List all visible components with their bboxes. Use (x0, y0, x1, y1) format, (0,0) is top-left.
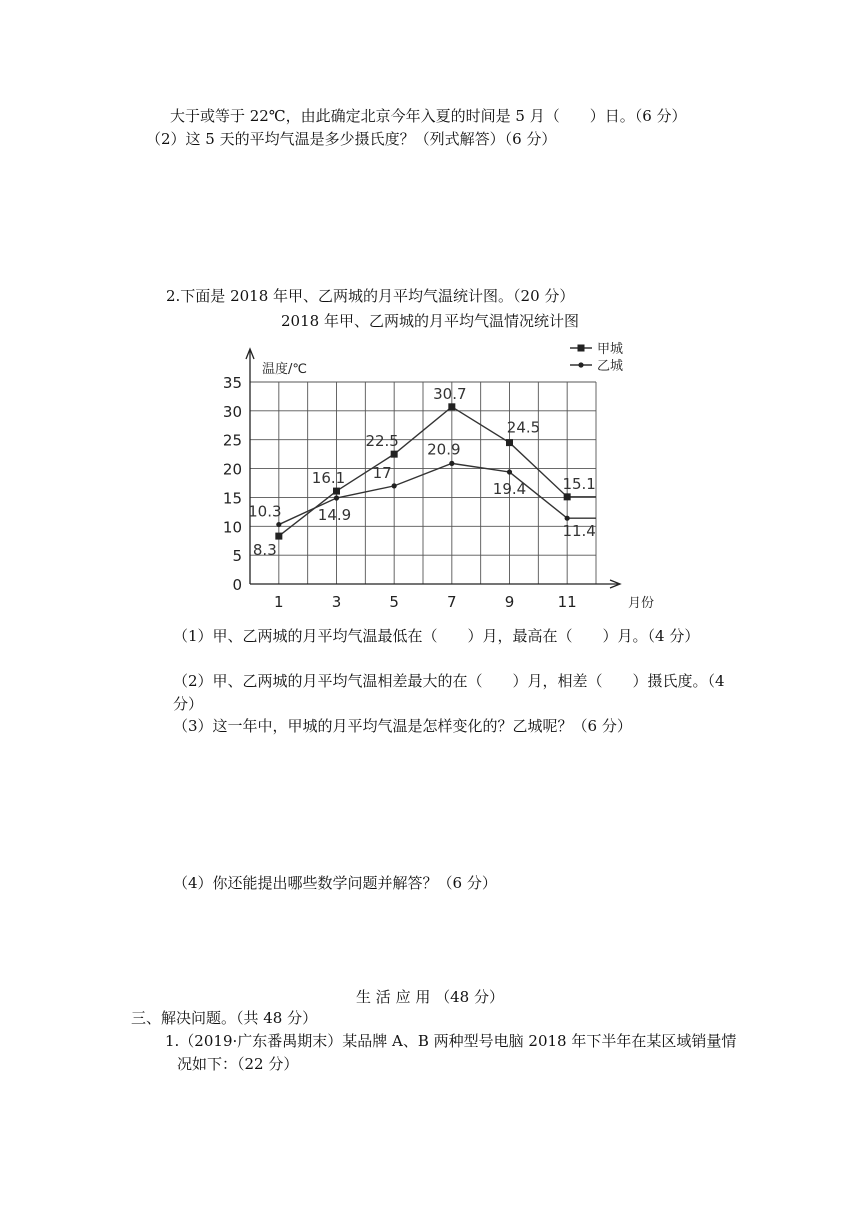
data-point-square (391, 451, 398, 458)
legend-marker-square (578, 345, 585, 352)
y-axis-label: 温度/℃ (262, 362, 307, 377)
data-label: 15.1 (562, 474, 596, 493)
data-label: 11.4 (562, 522, 596, 541)
x-tick-label: 5 (389, 593, 399, 611)
data-point-dot (392, 483, 397, 488)
data-label: 10.3 (248, 502, 282, 521)
x-axis-label: 月份 (628, 596, 655, 611)
data-label: 16.1 (311, 469, 346, 488)
y-tick-label: 5 (232, 547, 242, 566)
y-tick-label: 0 (232, 576, 242, 594)
data-label: 24.5 (506, 418, 541, 437)
q2-sub1: （1）甲、乙两城的月平均气温最低在（ ）月，最高在（ ）月。（4 分） (173, 627, 700, 645)
legend-label: 甲城 (597, 342, 624, 357)
y-tick-label: 30 (222, 402, 242, 421)
y-tick-label: 10 (222, 518, 242, 537)
data-point-dot (449, 461, 454, 466)
y-tick-label: 25 (222, 431, 242, 450)
chart-grid (250, 382, 596, 584)
chart-legend (570, 342, 623, 374)
temperature-line-chart (0, 335, 860, 615)
data-label: 19.4 (492, 480, 527, 499)
section-heading: 生 活 应 用 （48 分） (356, 988, 504, 1006)
data-point-dot (334, 495, 339, 500)
y-tick-label: 15 (222, 489, 242, 508)
x-tick-label: 7 (447, 593, 457, 611)
q2-sub4: （4）你还能提出哪些数学问题并解答？（6 分） (173, 874, 497, 892)
data-point-square (448, 403, 455, 410)
y-tick-label: 20 (222, 460, 242, 479)
q2-sub2: （2）甲、乙两城的月平均气温相差最大的在（ ）月，相差（ ）摄氏度。（4 分） (173, 672, 725, 713)
data-point-square (333, 488, 340, 495)
x-tick-label: 3 (331, 593, 342, 611)
y-tick-label: 35 (222, 374, 242, 392)
q1-line1: 大于或等于 22℃，由此确定北京今年入夏的时间是 5 月（ ）日。（6 分） (170, 107, 687, 125)
x-tick-label: 9 (504, 593, 515, 611)
q2-intro: 2.下面是 2018 年甲、乙两城的月平均气温统计图。（20 分） (166, 287, 575, 305)
data-label: 8.3 (252, 541, 277, 560)
data-point-dot (507, 469, 512, 474)
data-point-dot (565, 516, 570, 521)
legend-label: 乙城 (597, 359, 624, 374)
data-point-dot (276, 522, 281, 527)
data-label: 22.5 (365, 432, 399, 451)
x-tick-label: 1 (274, 593, 284, 611)
data-label: 14.9 (317, 506, 352, 525)
data-point-square (564, 493, 571, 500)
data-label: 17 (372, 463, 392, 482)
data-point-square (275, 533, 282, 540)
legend-marker-dot (578, 362, 583, 367)
chart-title: 2018 年甲、乙两城的月平均气温情况统计图 (281, 312, 579, 330)
data-label: 20.9 (427, 440, 461, 459)
data-point-square (506, 439, 513, 446)
x-tick-label: 11 (557, 593, 577, 611)
q2-sub3: （3）这一年中，甲城的月平均气温是怎样变化的？乙城呢？（6 分） (173, 717, 632, 735)
section-item1: 1.（2019·广东番禺期末）某品牌 A、B 两种型号电脑 2018 年下半年在某区域销量情况如下：（22 分） (165, 1032, 737, 1073)
data-label: 30.7 (433, 384, 467, 403)
q1-line2: （2）这 5 天的平均气温是多少摄氏度？（列式解答）（6 分） (146, 130, 557, 148)
section-title: 三、解决问题。（共 48 分） (131, 1009, 318, 1027)
